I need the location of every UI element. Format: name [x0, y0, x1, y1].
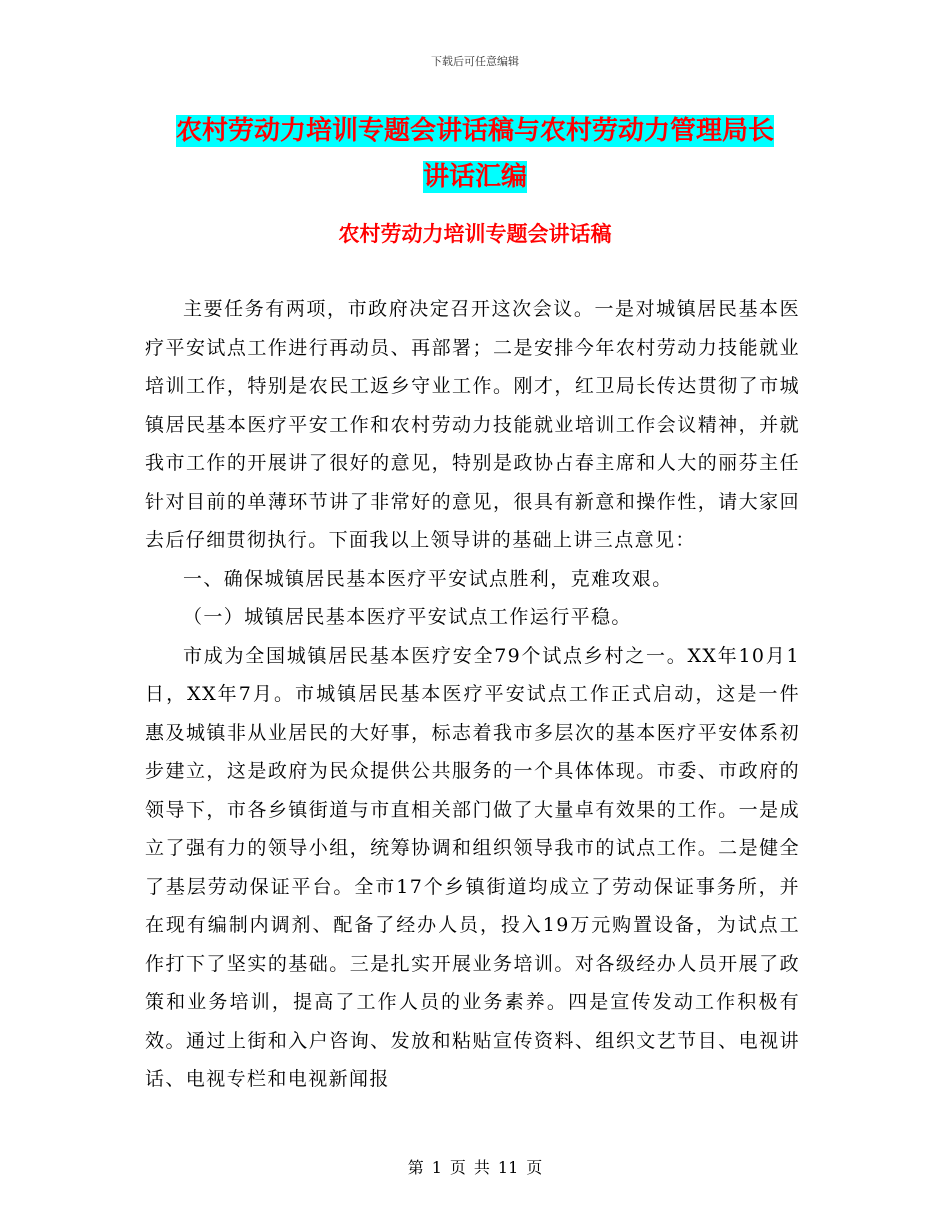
total-prefix: 共 — [473, 1158, 490, 1177]
paragraph: 市成为全国城镇居民基本医疗安全79个试点乡村之一。XX年10月1日，XX年7月。市城镇居民基本医疗平安试点工作正式启动，这是一件惠及城镇非从业居民的大好事，标志着我市多层次的基本医疗平安体系初步建立，这是政府为民众提供公共服务的一个具体体现。市委、市政府的领导下，市各乡镇街道与市直相关部门做了大量卓有效果的工作。一是成立了强有力的领导小组，统筹协调和组织领导我市的试点工作。二是健全了基层劳动保证平台。全市17个乡镇街道均成立了劳动保证事务所，并在现有编制内调剂、配备了经办人员，投入19万元购置设备，为试点工作打下了坚实的基础。三是扎实开展业务培训。对各级经办人员开展了政策和业务培训，提高了工作人员的业务素养。四是宣传发动工作积极有效。通过上街和入户咨询、发放和粘贴宣传资料、组织文艺节目、电视讲话、电视专栏和电视新闻报 — [145, 644, 800, 1090]
page-current: 1 — [431, 1158, 442, 1177]
paragraph: 主要任务有两项，市政府决定召开这次会议。一是对城镇居民基本医疗平安试点工作进行再动员、再部署；二是安排今年农村劳动力技能就业培训工作，特别是农民工返乡守业工作。刚才，红卫局长传达贯彻了市城镇居民基本医疗平安工作和农村劳动力技能就业培训工作会议精神，并就我市工作的开展讲了很好的意见，特别是政协占春主席和人大的丽芬主任针对目前的单薄环节讲了非常好的意见，很具有新意和操作性，请大家回去后仔细贯彻执行。下面我以上领导讲的基础上讲三点意见： — [145, 298, 800, 551]
page-footer — [0, 1155, 950, 1178]
page-mid: 页 — [449, 1158, 466, 1177]
page-total: 11 — [497, 1158, 519, 1177]
page-prefix: 第 — [407, 1158, 424, 1177]
header-note: 下载后可任意编辑 — [431, 55, 519, 68]
document-title — [150, 108, 800, 200]
section-title: 农村劳动力培训专题会讲话稿 — [338, 222, 612, 246]
document-body — [145, 290, 800, 1099]
paragraph: （一）城镇居民基本医疗平安试点工作运行平稳。 — [183, 606, 632, 628]
paragraph: 一、确保城镇居民基本医疗平安试点胜利，克难攻艰。 — [183, 567, 673, 590]
page-suffix: 页 — [526, 1158, 543, 1177]
document-title-line2: 讲话汇编 — [422, 162, 527, 192]
document-title-line1: 农村劳动力培训专题会讲话稿与农村劳动力管理局长 — [175, 116, 774, 146]
